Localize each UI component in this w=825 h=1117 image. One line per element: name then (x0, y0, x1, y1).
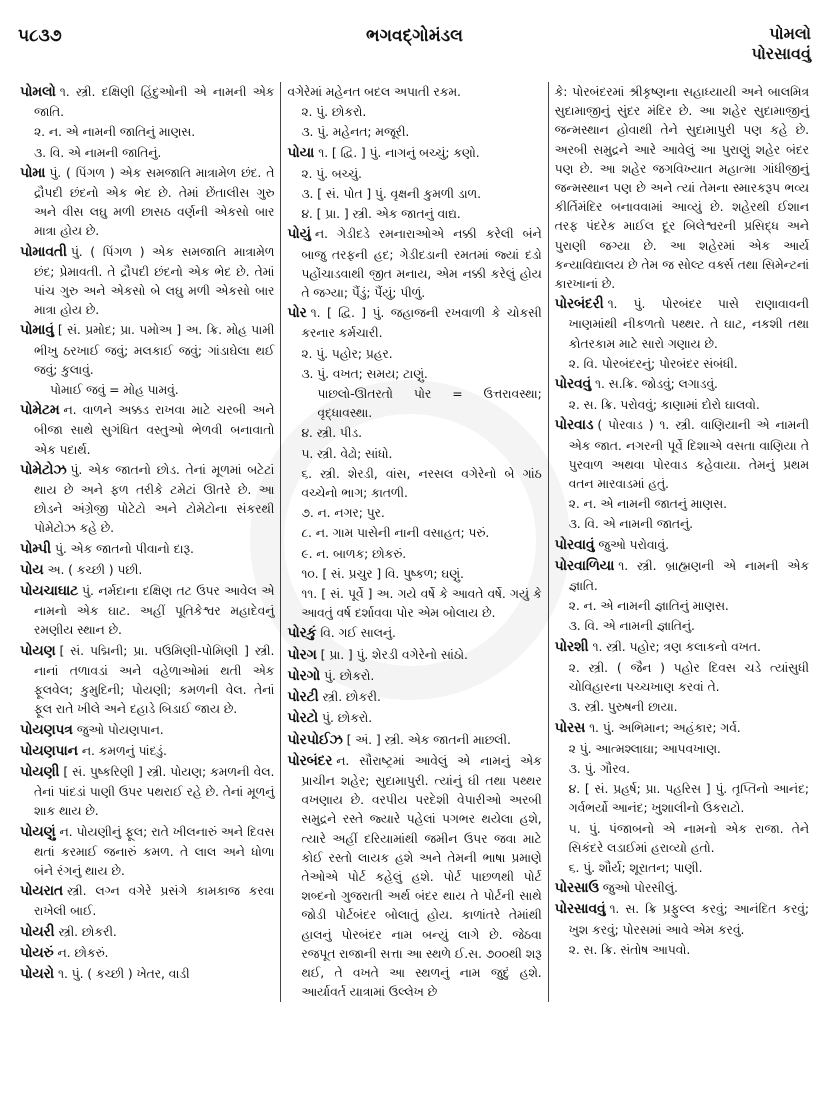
dictionary-entry (20, 964, 274, 984)
dictionary-entry (20, 741, 274, 761)
headword: પોરટો (287, 710, 319, 727)
headword: પોમેટોઝ (20, 461, 67, 478)
dictionary-entry (287, 730, 541, 750)
headword: પોમેટમ (20, 402, 60, 419)
definition-text: ૧. સ. ક્રિ પ્રફુલ્લ કરવું; આનંદિત કરવું; ખુશ કરવું; પોરસમાં આવે એમ કરવું. (568, 901, 809, 937)
entry-sense (20, 122, 274, 141)
definition-text: પાછલો-ઊતરતો પોર = ઉત્તરાવસ્થા; વૃદ્ધાવસ્થા. (317, 386, 542, 421)
dictionary-entry (20, 320, 274, 379)
guide-words (752, 24, 811, 64)
definition-text: ૨. વિ. પોરબંદરનું; પોરબંદર સંબંધી. (568, 355, 738, 371)
definition-text: ૨. સ. ક્રિ. પરોવવું; કાણામાં દોરો ઘાલવો. (568, 397, 760, 413)
definition-text: વગેરેમાં મહેનત બદલ અપાતી રકમ. (287, 84, 461, 99)
dictionary-entry (20, 82, 274, 121)
headword: પોરસ (554, 719, 586, 736)
headword: પોયરી (20, 923, 55, 940)
dictionary-entry (287, 666, 541, 686)
dictionary-entry (555, 374, 809, 394)
definition-text: જુઓ પરોવાવું. (598, 536, 669, 552)
dictionary-entry (20, 720, 274, 740)
definition-text: સ્ત્રી. છોકરી. (322, 689, 381, 705)
entry-sense (555, 759, 809, 778)
dictionary-entry (555, 415, 809, 493)
headword: પોયણું (20, 823, 56, 840)
entry-sense (555, 616, 809, 635)
definition-text: ૮. ન. ગામ પાસેની નાની વસાહત; પરું. (301, 525, 490, 541)
entry-sense (555, 395, 809, 414)
definition-text: ૨. સ. ક્રિ. સંતોષ આપવો. (568, 941, 691, 957)
entry-sense (555, 858, 809, 877)
definition-text: ૧. પું. અભિમાન; અહંકાર; ગર્વ. (589, 719, 741, 735)
definition-text: પું. એક જાતનો પીવાનો દારૂ. (54, 540, 194, 556)
entry-sense (287, 564, 541, 583)
headword: પોયણ (20, 642, 56, 659)
entry-sense (555, 819, 809, 857)
definition-text: ૧. સ્ત્રી. બ્રાહ્મણની એ નામની એક જ્ઞાતિ. (568, 557, 809, 594)
headword: પોયરો (20, 965, 54, 982)
dictionary-entry (20, 539, 274, 559)
headword: પોયણપાન (20, 742, 78, 759)
definition-text: ન. પોયણીનું ફૂલ; રાતે ખીલનારું અને દિવસ થતાં કરમાઈ જનારું કમળ. તે લાલ અને ધોળા બંને રંગનું થાય છે. (34, 823, 275, 878)
dictionary-entry (555, 878, 809, 898)
definition-text: [ સં. પ્રમોદ; પ્રા. પમોઅ ] અ. ક્રિ. મોહ પામી ભીખુ ઠરખાઈ જવું; મલકાઈ જવું; ગાંડાઘેલા થઈ જવું; કુલાવું. (34, 322, 275, 377)
definition-text: ૩. [ સં. પોત ] પું. વૃક્ષની કુમળી ડાળ. (301, 186, 481, 202)
definition-text: ૩. પું. વખત; સમય; ટાણું. (301, 365, 428, 381)
dictionary-entry (20, 560, 274, 580)
dictionary-entry (555, 899, 809, 938)
definition-text: ૧. [ દ્વિ. ] પું. નાગનું બચ્ચું; કણો. (318, 144, 480, 160)
definition-text: ૪. [ પ્રા. ] સ્ત્રી. એક જાતનું વાદ્ય. (301, 206, 461, 222)
headword: પોરગો (287, 667, 321, 684)
entry-sense (287, 364, 541, 383)
headword: પોરસાઉ (554, 880, 599, 897)
guide-word-first: પોમલો (769, 24, 811, 43)
entry-sense (287, 523, 541, 542)
definition-text: ૪. [ સં. પ્રહર્ષ; પ્રા. પહરિસ ] પું. તૃપ્તિનો આનંદ; ગર્વભર્યો આનંદ; ખુશાલીનો ઉકરાટો. (568, 781, 809, 816)
definition-text: કે: પોરબંદરમાં શ્રીકૃષ્ણના સહાધ્યાયી અને બાલમિત્ર સુદામાજીનું સુંદર મંદિર છે. આ શહેર સુદામાજીનું જન્મસ્થાન હોવાથી તેને સુદામાપુરી પણ કહે છે. અરબી સમુદ્રને આરે આવેલું આ પુરાણું શહેર બંદર પણ છે. આ શહેર જગવિખ્યાત મહાત્મા ગાંધીજીનું જન્મસ્થાન પણ છે અને ત્યાં તેમના સ્મારકરૂપ ભવ્ય કીર્તિમંદિર બનાવવામાં આવ્યું છે. શહેરથી ઈશાન તરફ પંદરેક માઈલ દૂર બિલેશ્વરની પ્રસિદ્ધ અને પુરાણી જગ્યા છે. આ શહેરમાં એક આર્ય કન્યાવિદ્યાલય છે તેમ જ સોલ્ટ વર્ક્સ તથા સિમેન્ટનાં કારખાનાં છે. (554, 84, 809, 292)
definition-text: ૨. પું. પહોર; પ્રહર. (301, 345, 393, 361)
headword: પોયા (287, 144, 315, 161)
definition-text: ન. કમળનું પાંદડું. (81, 742, 167, 758)
dictionary-entry (555, 637, 809, 657)
headword: પોરશી (554, 638, 589, 655)
headword: પોમાવું (20, 322, 54, 339)
entry-sense (287, 344, 541, 363)
definition-text: ૩. વિ. એ નામની જ્ઞાતિનું. (568, 618, 695, 634)
definition-text: ૯. ન. બાળક; છોકરું. (301, 545, 407, 561)
headword: પોરટી (287, 689, 319, 706)
headword: પોરવવું (554, 376, 591, 393)
headword: પોરવાવું (554, 536, 595, 553)
definition-text: ૨. સ્ત્રી. ( જૈન ) પહોર દિવસ ચડે ત્યાંસુધી ચોવિહારના પચ્ચખાણ કરવાં તે. (568, 659, 809, 695)
dictionary-entry (287, 708, 541, 728)
definition-text: ૧૧. [ સં. પૂર્વે ] અ. ગયે વર્ષે કે આવતે વર્ષે. ગયું કે આવતું વર્ષ દર્શાવવા પોર એમ બોલાય છે. (301, 586, 542, 621)
entry-sense (555, 739, 809, 758)
definition-text: જુઓ પોરસીલું. (602, 880, 678, 896)
definition-text: ૧. સ્ત્રી. પહોર; ત્રણ કલાકનો વખત. (592, 638, 761, 654)
definition-text: ૧. સ્ત્રી. દક્ષિણી હિંદુઓની એ નામની એક જાતિ. (34, 84, 275, 120)
definition-text: જુઓ પોયણપાન. (76, 721, 164, 737)
headword: પોમલો (20, 84, 56, 100)
entry-sense (555, 514, 809, 533)
definition-text: પું. નર્મદાના દક્ષિણ તટ ઉપર આવેલ એ નામનો એક ઘાટ. અહીં પૂતિકેશ્વર મહાદેવનું રમણીય સ્થાન છે. (34, 583, 275, 638)
dictionary-entry (20, 762, 274, 821)
definition-text: ૧૦. [ સં. પ્રચુર ] વિ. પુષ્કળ; ઘણું. (301, 565, 464, 581)
entry-sense (555, 779, 809, 817)
definition-text: પું. ( પિંગળ ) એક સમજાતિ માત્રામેળ છંદ; પ્રેમાવતી. તે દ્રૌપદી છંદનો એક ભેદ છે. તેમાં પાંચ ગુરુ અને એકસો બે લઘુ મળી એકસો બાર માત્રા હોય છે. (34, 243, 275, 318)
definition-text: ૨. ન. એ નામની જ્ઞાતિનું માણસ. (568, 598, 729, 614)
headword: પોમ્પી (20, 540, 51, 557)
headword: પોરસાવવું (554, 901, 606, 918)
headword: પોયરું (20, 944, 54, 961)
headword: પોર (287, 305, 307, 322)
guide-word-last: પોરસાવવું (751, 44, 811, 63)
definition-text: ૬. સ્ત્રી. શેરડી, વાંસ, નરસલ વગેરેનો બે ગાંઠ વચ્ચેનો ભાગ; કાતળી. (301, 465, 542, 501)
definition-text: ૩. પું. મહેનત; મજૂરી. (301, 124, 410, 140)
entry-sense (287, 503, 541, 522)
dictionary-entry (287, 143, 541, 163)
headword: પોય (20, 561, 44, 578)
entry-sense (287, 464, 541, 502)
column-3 (548, 82, 815, 1002)
definition-text: ૭. ન. નગર; પુર. (301, 505, 385, 521)
dictionary-entry (20, 460, 274, 538)
entry-sense (555, 354, 809, 373)
definition-text: ૨. પું. છોકરો. (301, 104, 367, 120)
dictionary-entry (287, 687, 541, 707)
entry-continuation (555, 82, 809, 293)
definition-text: પું. એક જાતનો છોડ. તેનાં મૂળમાં બટેટાં થાય છે અને ફળ તરીકે ટમેટાં ઊતરે છે. આ છોડને અંગ્રેજી પોટેટો અને ટોમેટોના સંકરથી પોમેટોઝ કહે છે. (34, 461, 275, 536)
definition-text: ( પોરવાડ ) ૧. સ્ત્રી. વાણિયાની એ નામની એક જાત. નગરની પૂર્વે દિશાએ વસતા વાણિયા તે પુરવાળ અથવા પોરવાડ કહેવાયા. તેમનું પ્રથમ વતન મારવાડમાં હતું. (568, 417, 809, 492)
dictionary-entry (555, 294, 809, 353)
entry-sense (20, 143, 274, 162)
entry-sense (20, 380, 274, 399)
book-title: ભગવદ્ગોમંડલ (366, 26, 463, 46)
definition-text: ૨. પું. બચ્ચું. (301, 165, 362, 181)
headword: પોરગ (287, 646, 317, 663)
definition-text: ન. વાળને અક્કડ રાખવા માટે ચરબી અને બીજા સાથે સુગંધિત વસ્તુઓ ભેળવી બનાવાતો એક પદાર્થ. (34, 402, 275, 457)
entry-sense (555, 697, 809, 716)
definition-text: સ્ત્રી. છોકરી. (58, 923, 117, 939)
definition-text: ૩. વિ. એ નામની જાતિનું. (34, 144, 162, 160)
definition-text: અ. ( કચ્છી ) પછી. (47, 561, 143, 577)
headword: પોમા (20, 164, 46, 181)
dictionary-entry (555, 535, 809, 555)
entry-sense (287, 544, 541, 563)
entry-sense (287, 204, 541, 223)
definition-text: ૬. પું. શૌર્ય; શૂરાતન; પાણી. (568, 859, 703, 875)
definition-text: [ સં. પદ્મિની; પ્રા. પઉમિણી-પોમિણી ] સ્ત્રી. નાનાં તળાવડાં અને વહેળાઓમાં થતી એક ફૂલવેલ; કુમુદિની; પોયણી; કમળની વેલ. તેનાં ફૂલ રાતે ખીલે અને દહાડે બિડાઈ જાય છે. (34, 642, 275, 717)
definition-text: [ સં. પુષ્કરિણી ] સ્ત્રી. પોયણ; કમળની વેલ. તેનાં પાંદડાં પાણી ઉપર પથરાઈ રહે છે. તેનાં મૂળનું શાક થાય છે. (34, 763, 275, 819)
dictionary-entry (20, 163, 274, 241)
headword: પોયું (287, 226, 311, 243)
entry-sense (287, 102, 541, 121)
definition-text: ૧. [ દ્વિ. ] પું. જહાજની રખવાળી કે ચોકસી કરનાર કર્મચારી. (301, 305, 542, 341)
definition-text: ન. છોકરું. (57, 944, 109, 960)
headword: પોમાવતી (20, 243, 67, 260)
entry-continuation (287, 82, 541, 101)
headword: પોયણી (20, 763, 60, 780)
entry-sense (287, 164, 541, 183)
headword: પોરવાડ (554, 417, 594, 434)
definition-text: [ પ્રા. ] પું. શેરડી વગેરેનો સાંઠો. (320, 646, 468, 662)
definition-text: ૧. પું. ( કચ્છી ) ખેતર, વાડી (58, 965, 190, 981)
dictionary-entry (287, 623, 541, 643)
definition-text: ૩. પું. ગૌરવ. (568, 760, 630, 776)
headword: પોયરાત (20, 883, 63, 900)
definition-text: ૫. સ્ત્રી. વેઢો; સાંધો. (301, 445, 393, 461)
definition-text: ન. સૌરાષ્ટ્રમાં આવેલું એ નામનું એક પ્રાચીન શહેર; સુદામાપુરી. ત્યાંનું ઘી તથા પથ્થર વખણાય છે. વરપીય પરદેશી વેપારીઓ અરબી સમુદ્રને રસ્તે જ્યારે પહેલાં પગભર થયેલા હશે, ત્યારે અહીં દરિયામાંથી જમીન ઉપર જવા માટે કોઈ રસ્તો લાયક હશે અને તેમની ભાષા પ્રમાણે તેઓએ પોર્ટ કહેલું હશે. પોર્ટ પાછળથી પોર્ટ શબ્દનો ગુજરાતી અર્થ બંદર થાય તે પોર્ટની સાથે જોડી પોર્ટબંદર બોલાતું હોય. કાળાંતરે તેમાંથી હાલનું પોરબંદર નામ બન્યું લાગે છે. જેઠવા રજપૂત રાજાની સત્તા આ સ્થળે ઈ.સ. ૭૦૦થી શરૂ થઈ, તે વખતે આ સ્થળનું નામ જુદું હશે. આર્યાવર્ત યાત્રામાં ઉલ્લેખ છે (301, 752, 542, 1000)
entry-sense (555, 658, 809, 696)
dictionary-entry (20, 581, 274, 640)
definition-text: ૧. સ.ક્રિ. જોડવું; લગાડવું. (594, 376, 718, 392)
dictionary-entry (20, 641, 274, 719)
dictionary-entry (287, 303, 541, 342)
entry-sense (287, 122, 541, 141)
column-1 (14, 82, 280, 1002)
dictionary-entry (20, 822, 274, 881)
headword: પોરકું (287, 625, 317, 642)
definition-text: ૫. પું. પંજાબનો એ નામનો એક રાજા. તેને સિકંદરે લડાઈમાં હરાવ્યો હતો. (568, 820, 809, 855)
entry-sense (287, 423, 541, 442)
dictionary-entry (287, 645, 541, 665)
dictionary-entry (20, 922, 274, 942)
definition-text: પું. છોકરો. (322, 710, 373, 726)
headword: પોરબંદરી (554, 296, 604, 313)
entry-sense (555, 940, 809, 959)
definition-text: પોમાઈ જવું = મોહ પામવું. (50, 382, 179, 398)
dictionary-entry (555, 556, 809, 595)
headword: પોયચાઘાટ (20, 583, 79, 600)
dictionary-columns (14, 82, 815, 1002)
entry-sense (555, 494, 809, 513)
definition-text: પું. છોકરો. (324, 667, 375, 683)
headword: પોરપોઈઝ (287, 731, 343, 748)
entry-sense (287, 584, 541, 622)
dictionary-entry (555, 718, 809, 738)
dictionary-entry (20, 400, 274, 459)
definition-text: [ અં. ] સ્ત્રી. એક જાતની માછલી. (346, 731, 511, 747)
definition-text: સ્ત્રી. લગ્ન વગેરે પ્રસંગે કામકાજ કરવા રાખેલી બાઈ. (34, 883, 275, 919)
definition-text: ૨. ન. એ નામની જાતિનું માણસ. (34, 124, 196, 140)
dictionary-entry (20, 881, 274, 920)
definition-text: ૨. ન. એ નામની જાતનું માણસ. (568, 496, 727, 512)
page-header (18, 0, 811, 78)
entry-sense (287, 184, 541, 203)
definition-text: ૩. વિ. એ નામની જાતનું. (568, 516, 694, 532)
column-2 (280, 82, 547, 1002)
definition-text: ૨ પું. આત્મશ્લાઘા; આપવખાણ. (568, 740, 721, 756)
entry-sense (287, 384, 541, 422)
headword: પોરવાળિયા (554, 557, 615, 574)
headword: પોયણપત્ર (20, 721, 73, 738)
dictionary-entry (20, 943, 274, 963)
headword: પોરબંદર (287, 752, 333, 769)
entry-sense (555, 596, 809, 615)
dictionary-entry (20, 242, 274, 320)
definition-text: ૪. સ્ત્રી. પીડ. (301, 425, 362, 441)
definition-text: ન. ગેડીદડે રમનારાઓએ નક્કી કરેલી બંને બાજુ તરફની હદ; ગેડીદડાની રમતમાં જ્યાં દડો પહોંચાડવાથી જીત મનાય, એમ નક્કી કરેલું હોય તે જગ્યા; પૈંડું; પૈંયું; પીળું. (301, 226, 542, 301)
entry-sense (287, 444, 541, 463)
definition-text: ૩. સ્ત્રી. પુરુષની છાયા. (568, 699, 678, 715)
page-number: ૫૮૩૭ (18, 26, 62, 46)
dictionary-entry (287, 224, 541, 302)
dictionary-entry (287, 751, 541, 1002)
definition-text: પું. ( પિંગળ ) એક સમજાતિ માત્રામેળ છંદ. તે દ્રૌપદી છંદનો એક ભેદ છે. તેમાં છેંતાલીસ ગુરુ અને વીસ લઘુ મળી છાસઠ વર્ણની એકસો બાર માત્રા હોય છે. (34, 164, 275, 239)
definition-text: વિ. ગઈ સાલનું. (320, 625, 396, 641)
definition-text: ૧. પું. પોરબંદર પાસે રાણાવાવની ખાણમાંથી નીકળતો પથ્થર. તે ઘાટ, નકશી તથા કોતરકામ માટે સારો ગણાય છે. (568, 296, 809, 351)
